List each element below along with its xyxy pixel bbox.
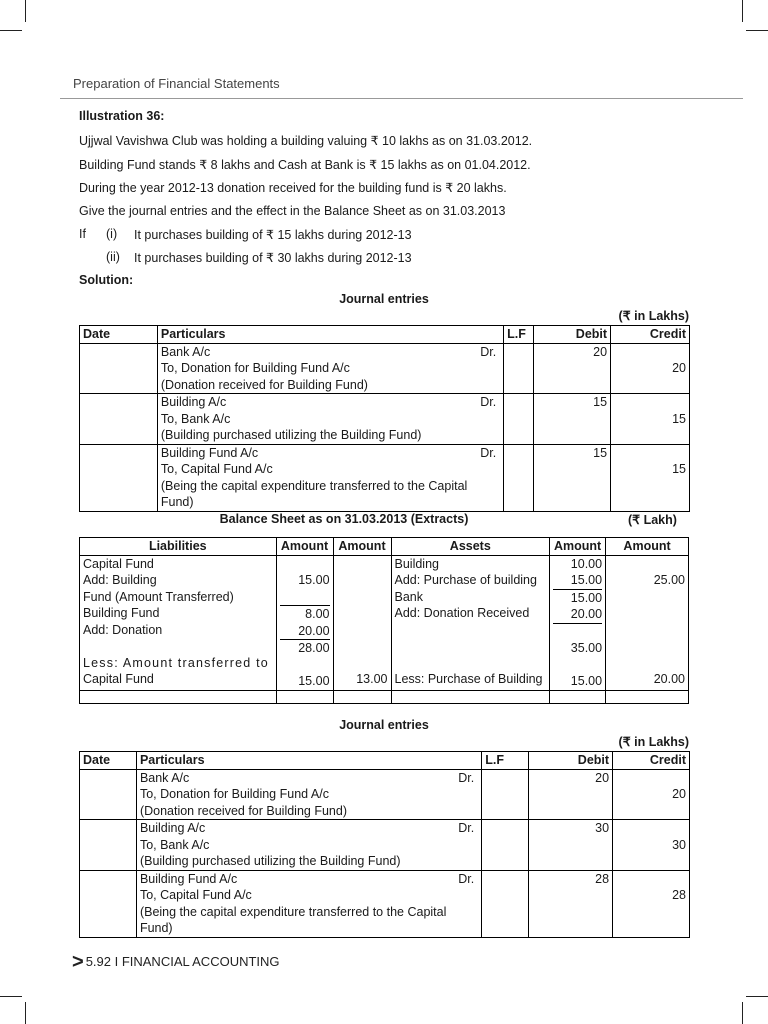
- liabilities-cell: [80, 555, 277, 690]
- particulars-cell: [157, 444, 503, 511]
- empty-cell: [333, 690, 391, 703]
- col-date: Date: [80, 752, 137, 770]
- narration: (Being the capital expenditure transferred to the Capital Fund): [160, 478, 468, 509]
- problem-line: Building Fund stands ₹ 8 lakhs and Cash at Bank is ₹ 15 lakhs as on 01.04.2012.: [79, 158, 531, 172]
- problem-line: During the year 2012-13 donation received for the building fund is ₹ 20 lakhs.: [79, 181, 507, 195]
- table-row: [80, 555, 689, 690]
- page-footer: [72, 951, 280, 974]
- amount-line: 15.00: [570, 590, 603, 605]
- credit-cell: [611, 343, 690, 394]
- liability-line: Less: Amount transferred to: [83, 655, 269, 670]
- crop-mark: [0, 996, 22, 997]
- credit-cell: [613, 769, 690, 820]
- table-row: [80, 690, 689, 703]
- crop-mark: [742, 0, 743, 22]
- narration: (Building purchased utilizing the Building Fund): [139, 854, 401, 868]
- case-number: (i): [106, 227, 118, 241]
- amount-line: 25.00: [653, 573, 685, 587]
- amount-line: 20.00: [653, 672, 685, 686]
- amount-cell: [606, 555, 689, 690]
- illustration-heading: Illustration 36:: [79, 109, 165, 123]
- crop-mark: [746, 30, 768, 31]
- table-row: [80, 343, 690, 394]
- liability-line: Add: Building: [83, 573, 157, 587]
- solution-label: Solution:: [79, 273, 134, 287]
- credit-value: 20: [672, 787, 686, 801]
- asset-line: Building: [394, 556, 439, 571]
- debit-account: Building Fund A/c: [160, 445, 259, 460]
- crop-mark: [742, 1002, 743, 1024]
- credit-cell: [611, 444, 690, 511]
- balance-sheet-title: Balance Sheet as on 31.03.2013 (Extracts): [219, 512, 469, 526]
- case-text: It purchases building of ₹ 30 lakhs during 2012-13: [134, 251, 412, 265]
- lf-cell: [482, 870, 529, 937]
- credit-cell: [613, 820, 690, 871]
- debit-cell: 28: [529, 870, 613, 937]
- debit-cell: 20: [529, 769, 613, 820]
- date-cell: [80, 769, 137, 820]
- journal-table-2: [79, 751, 690, 938]
- debit-account: Building Fund A/c: [139, 871, 238, 886]
- col-amount: Amount: [550, 538, 606, 556]
- liability-line: Capital Fund: [83, 672, 154, 686]
- date-cell: [80, 394, 158, 445]
- liability-line: Fund (Amount Transferred): [83, 589, 234, 604]
- case-text: It purchases building of ₹ 15 lakhs during 2012-13: [134, 228, 412, 242]
- footer-text: 5.92 I FINANCIAL ACCOUNTING: [85, 954, 280, 969]
- dr-label: Dr.: [480, 344, 497, 359]
- table-row: [80, 394, 690, 445]
- amount-line: 15.00: [298, 674, 330, 688]
- amount-line: 15.00: [298, 573, 330, 587]
- col-credit: Credit: [613, 752, 690, 770]
- dr-label: Dr.: [458, 770, 475, 785]
- table-row: [80, 870, 690, 937]
- debit-cell: 30: [529, 820, 613, 871]
- asset-line: Add: Donation Received: [394, 606, 530, 620]
- debit-account: Building A/c: [160, 395, 227, 409]
- journal2-unit: (₹ in Lakhs): [618, 735, 689, 749]
- amount-line: [280, 556, 330, 573]
- amount-line: 8.00: [305, 607, 330, 621]
- journal1-title: Journal entries: [339, 292, 429, 306]
- table-row: [80, 820, 690, 871]
- col-amount: Amount: [333, 538, 391, 556]
- credit-cell: [613, 870, 690, 937]
- col-assets: Assets: [391, 538, 550, 556]
- col-lf: L.F: [482, 752, 529, 770]
- lf-cell: [504, 394, 534, 445]
- crop-mark: [746, 996, 768, 997]
- dr-label: Dr.: [480, 445, 497, 460]
- table-header-row: [80, 538, 689, 556]
- amount-line: 20.00: [553, 606, 602, 624]
- narration: (Donation received for Building Fund): [160, 377, 368, 392]
- date-cell: [80, 343, 158, 394]
- debit-account: Bank A/c: [139, 770, 190, 785]
- amount-line: 13.00: [356, 672, 388, 686]
- particulars-cell: [136, 820, 481, 871]
- case-number: (ii): [106, 250, 120, 264]
- if-label: If: [79, 227, 86, 241]
- date-cell: [80, 820, 137, 871]
- credit-account: To, Capital Fund A/c: [139, 888, 252, 902]
- problem-line: Ujjwal Vavishwa Club was holding a building valuing ₹ 10 lakhs as on 31.03.2012.: [79, 134, 533, 148]
- dr-label: Dr.: [458, 821, 475, 835]
- lf-cell: [504, 444, 534, 511]
- amount-line: 28.00: [298, 641, 330, 655]
- crop-mark: [25, 1002, 26, 1024]
- col-amount: Amount: [276, 538, 333, 556]
- crop-mark: [25, 0, 26, 22]
- debit-cell: 15: [534, 444, 611, 511]
- balance-sheet-table: [79, 537, 689, 704]
- empty-cell: [550, 690, 606, 703]
- credit-value: 20: [672, 361, 686, 375]
- credit-account: To, Donation for Building Fund A/c: [160, 361, 350, 375]
- debit-account: Bank A/c: [160, 344, 211, 359]
- table-row: [80, 444, 690, 511]
- assets-cell: [391, 555, 550, 690]
- amount-line: [280, 657, 330, 674]
- col-amount: Amount: [606, 538, 689, 556]
- journal-table-1: [79, 325, 690, 512]
- asset-line: Less: Purchase of Building: [394, 672, 543, 686]
- empty-cell: [80, 690, 277, 703]
- particulars-cell: [136, 769, 481, 820]
- debit-cell: 20: [534, 343, 611, 394]
- date-cell: [80, 870, 137, 937]
- col-debit: Debit: [534, 326, 611, 344]
- debit-cell: 15: [534, 394, 611, 445]
- col-date: Date: [80, 326, 158, 344]
- credit-value: 30: [672, 837, 686, 852]
- amount-cell: [333, 555, 391, 690]
- narration: (Donation received for Building Fund): [139, 803, 347, 818]
- date-cell: [80, 444, 158, 511]
- header-rule: [60, 98, 743, 99]
- dr-label: Dr.: [480, 395, 497, 409]
- lf-cell: [504, 343, 534, 394]
- asset-line: Add: Purchase of building: [394, 573, 537, 587]
- amount-line: 20.00: [280, 623, 330, 641]
- liability-line: Capital Fund: [83, 556, 154, 571]
- particulars-cell: [157, 343, 503, 394]
- narration: (Being the capital expenditure transferred to the Capital Fund): [139, 904, 447, 935]
- table-header-row: [80, 326, 690, 344]
- amount-line: 10.00: [570, 556, 603, 571]
- credit-account: To, Bank A/c: [139, 837, 210, 852]
- chevron-right-icon: >: [72, 951, 84, 973]
- journal1-unit: (₹ in Lakhs): [618, 309, 689, 323]
- problem-line: Give the journal entries and the effect in the Balance Sheet as on 31.03.2013: [79, 204, 506, 218]
- credit-value: 15: [672, 462, 686, 476]
- amount-line: [280, 589, 330, 607]
- col-lf: L.F: [504, 326, 534, 344]
- empty-cell: [276, 690, 333, 703]
- col-particulars: Particulars: [157, 326, 503, 344]
- liability-line: Building Fund: [83, 606, 160, 620]
- table-header-row: [80, 752, 690, 770]
- dr-label: Dr.: [458, 871, 475, 886]
- empty-cell: [391, 690, 550, 703]
- col-liabilities: Liabilities: [80, 538, 277, 556]
- empty-cell: [606, 690, 689, 703]
- lf-cell: [482, 820, 529, 871]
- credit-account: To, Donation for Building Fund A/c: [139, 787, 329, 801]
- liability-line: [83, 638, 273, 655]
- page-header: Preparation of Financial Statements: [73, 76, 280, 91]
- amount-line: 15.00: [570, 674, 603, 688]
- lf-cell: [482, 769, 529, 820]
- amount-line: 15.00: [553, 572, 602, 590]
- col-debit: Debit: [529, 752, 613, 770]
- debit-account: Building A/c: [139, 821, 206, 835]
- narration: (Building purchased utilizing the Building Fund): [160, 428, 422, 442]
- particulars-cell: [157, 394, 503, 445]
- credit-account: To, Bank A/c: [160, 411, 231, 426]
- table-row: [80, 769, 690, 820]
- balance-sheet-unit: (₹ Lakh): [628, 513, 677, 527]
- amount-cell: [276, 555, 333, 690]
- crop-mark: [0, 30, 22, 31]
- col-credit: Credit: [611, 326, 690, 344]
- col-particulars: Particulars: [136, 752, 481, 770]
- liability-line: Add: Donation: [83, 622, 163, 637]
- particulars-cell: [136, 870, 481, 937]
- credit-account: To, Capital Fund A/c: [160, 462, 273, 476]
- credit-value: 15: [672, 411, 686, 426]
- asset-line: Bank: [394, 589, 423, 604]
- amount-cell: [550, 555, 606, 690]
- journal2-title: Journal entries: [339, 718, 429, 732]
- credit-value: 28: [672, 888, 686, 902]
- amount-line: 35.00: [570, 641, 603, 655]
- credit-cell: [611, 394, 690, 445]
